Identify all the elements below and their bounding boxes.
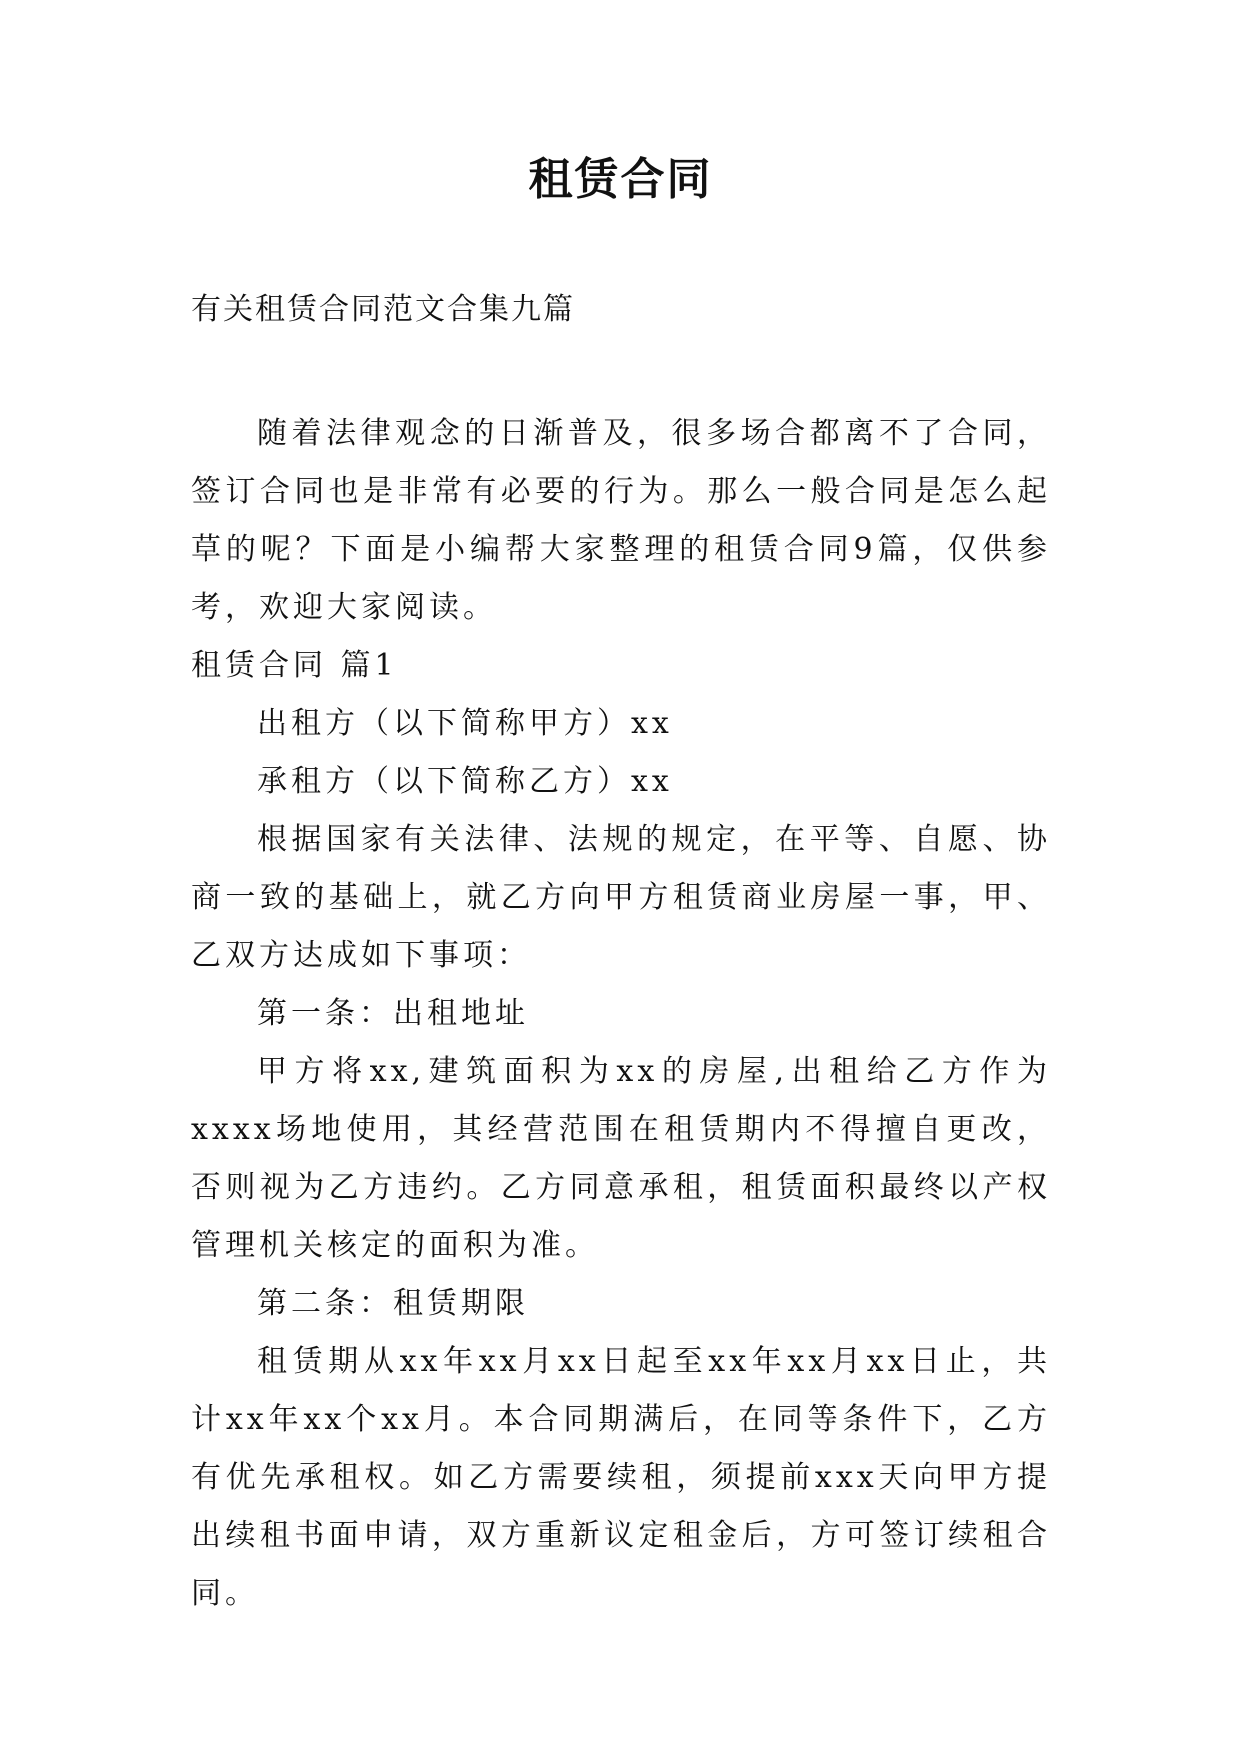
document-title: 租赁合同 bbox=[528, 154, 713, 205]
section-heading: 租赁合同 篇1 bbox=[191, 648, 398, 683]
paragraph: 出租方（以下简称甲方）xx bbox=[257, 706, 673, 741]
paragraph: 根据国家有关法律、法规的规定，在平等、自愿、协商一致的基础上，就乙方向甲方租赁商业房屋一事，甲、乙双方达成如下事项： bbox=[191, 822, 1051, 973]
paragraph: 第二条：租赁期限 bbox=[257, 1286, 529, 1321]
document-subtitle: 有关租赁合同范文合集九篇 bbox=[191, 292, 575, 327]
paragraph: 甲方将xx,建筑面积为xx的房屋,出租给乙方作为xxxx场地使用，其经营范围在租赁期内不得擅自更改，否则视为乙方违约。乙方同意承租，租赁面积最终以产权管理机关核定的面积为准。 bbox=[191, 1054, 1051, 1263]
paragraph: 随着法律观念的日渐普及，很多场合都离不了合同，签订合同也是非常有必要的行为。那么一般合同是怎么起草的呢？下面是小编帮大家整理的租赁合同9篇，仅供参考，欢迎大家阅读。 bbox=[191, 416, 1051, 625]
paragraph: 租赁期从xx年xx月xx日起至xx年xx月xx日止，共计xx年xx个xx月。本合同期满后，在同等条件下，乙方有优先承租权。如乙方需要续租，须提前xxx天向甲方提出续租书面申请，双方重新议定租金后，方可签订续租合同。 bbox=[191, 1344, 1051, 1611]
document-body bbox=[191, 405, 1051, 1623]
paragraph: 承租方（以下简称乙方）xx bbox=[257, 764, 673, 799]
paragraph: 第一条：出租地址 bbox=[257, 996, 529, 1031]
